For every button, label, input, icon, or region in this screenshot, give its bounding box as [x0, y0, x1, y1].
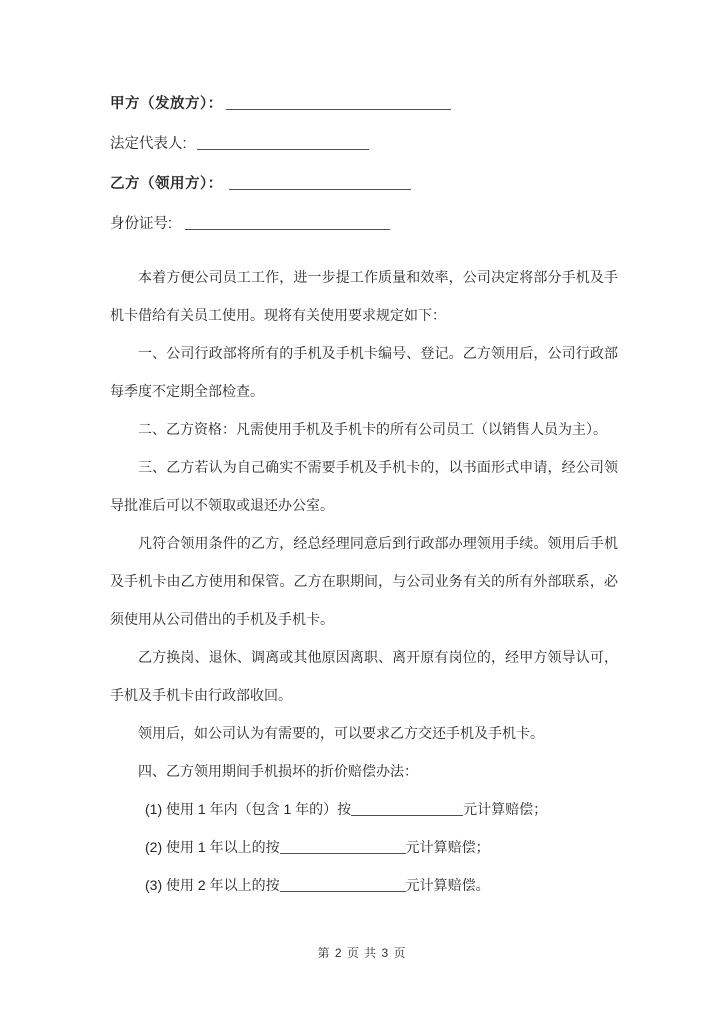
header-fields — [110, 84, 451, 244]
compensation-item-2-fill-in-blank — [280, 838, 406, 854]
paragraph-clause-3: 三、乙方若认为自己确实不需要手机及手机卡的，以书面形式申请，经公司领导批准后可以不领取或退还办公室。 — [110, 459, 618, 513]
compensation-item-1-fill-in-blank — [351, 800, 463, 816]
party-b-fill-in-blank — [229, 174, 411, 190]
legal-representative-label: 法定代表人: — [110, 136, 187, 152]
paragraph-recall-rule: 领用后，如公司认为有需要的，可以要求乙方交还手机及手机卡。 — [138, 725, 544, 741]
compensation-item-3-suffix: 元计算赔偿。 — [405, 877, 490, 893]
compensation-item-1-prefix: (1) 使用 1 年内（包含 1 年的）按 — [145, 801, 352, 817]
paragraph-intro: 本着方便公司员工工作，进一步提工作质量和效率，公司决定将部分手机及手机卡借给有关员工使用。现将有关使用要求规定如下： — [110, 269, 618, 323]
party-b-label: 乙方（领用方）： — [110, 176, 223, 192]
contract-body — [110, 258, 618, 904]
field-row-party-b — [110, 164, 451, 204]
legal-representative-fill-in-blank — [197, 134, 369, 150]
paragraph-return-rule: 乙方换岗、退休、调离或其他原因离职、离开原有岗位的，经甲方领导认可，手机及手机卡由行政部收回。 — [110, 649, 618, 703]
compensation-item-2-suffix: 元计算赔偿； — [405, 839, 490, 855]
id-number-fill-in-blank — [185, 214, 390, 230]
paragraph-procedure: 凡符合领用条件的乙方，经总经理同意后到行政部办理领用手续。领用后手机及手机卡由乙方使用和保管。乙方在职期间，与公司业务有关的所有外部联系，必须使用从公司借出的手机及手机卡。 — [110, 535, 618, 627]
compensation-item-1-suffix: 元计算赔偿； — [463, 801, 548, 817]
paragraph-clause-4: 四、乙方领用期间手机损坏的折价赔偿办法： — [138, 763, 418, 779]
party-a-label: 甲方（发放方）： — [110, 96, 223, 112]
compensation-item-3 — [110, 866, 618, 904]
id-number-label: 身份证号: — [110, 216, 173, 232]
compensation-item-2-prefix: (2) 使用 1 年以上的按 — [145, 839, 280, 855]
paragraph-clause-2: 二、乙方资格：凡需使用手机及手机卡的所有公司员工（以销售人员为主）。 — [138, 421, 607, 437]
party-a-fill-in-blank — [226, 94, 451, 110]
compensation-item-2 — [110, 828, 618, 866]
field-row-party-a — [110, 84, 451, 124]
field-row-id-number — [110, 204, 451, 244]
compensation-item-1 — [110, 790, 618, 828]
page-number: 第 2 页 共 3 页 — [317, 946, 407, 960]
paragraph-clause-1: 一、公司行政部将所有的手机及手机卡编号、登记。乙方领用后，公司行政部每季度不定期全部检查。 — [110, 345, 618, 399]
compensation-item-3-fill-in-blank — [280, 876, 406, 892]
field-row-legal-representative — [110, 124, 451, 164]
compensation-item-3-prefix: (3) 使用 2 年以上的按 — [145, 877, 280, 893]
